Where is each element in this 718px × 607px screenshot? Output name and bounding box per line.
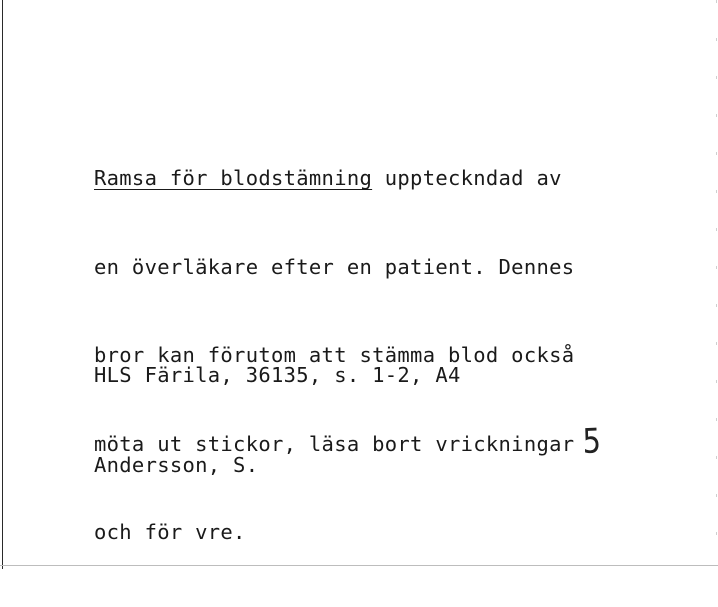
collector-name: Andersson, S. [94,453,259,477]
description-line-3: bror kan förutom att stämma blod också [94,343,575,367]
description-line-2: en överläkare efter en patient. Dennes [94,254,575,279]
card-title: Ramsa för blodstämning [94,166,373,190]
description-line-4: möta ut stickor, läsa bort vrickningar [94,431,575,456]
source-reference [94,300,461,540]
archive-reference: HLS Färila, 36135, s. 1-2, A4 [94,363,461,387]
handwritten-card-number: 5 [582,421,602,462]
card-right-edge [716,0,717,569]
description-line-5: och för vre. [94,520,246,544]
description-line-1 [94,164,574,194]
description-line-1-rest: uppteckndad av [372,166,562,190]
card-left-edge [2,0,3,569]
